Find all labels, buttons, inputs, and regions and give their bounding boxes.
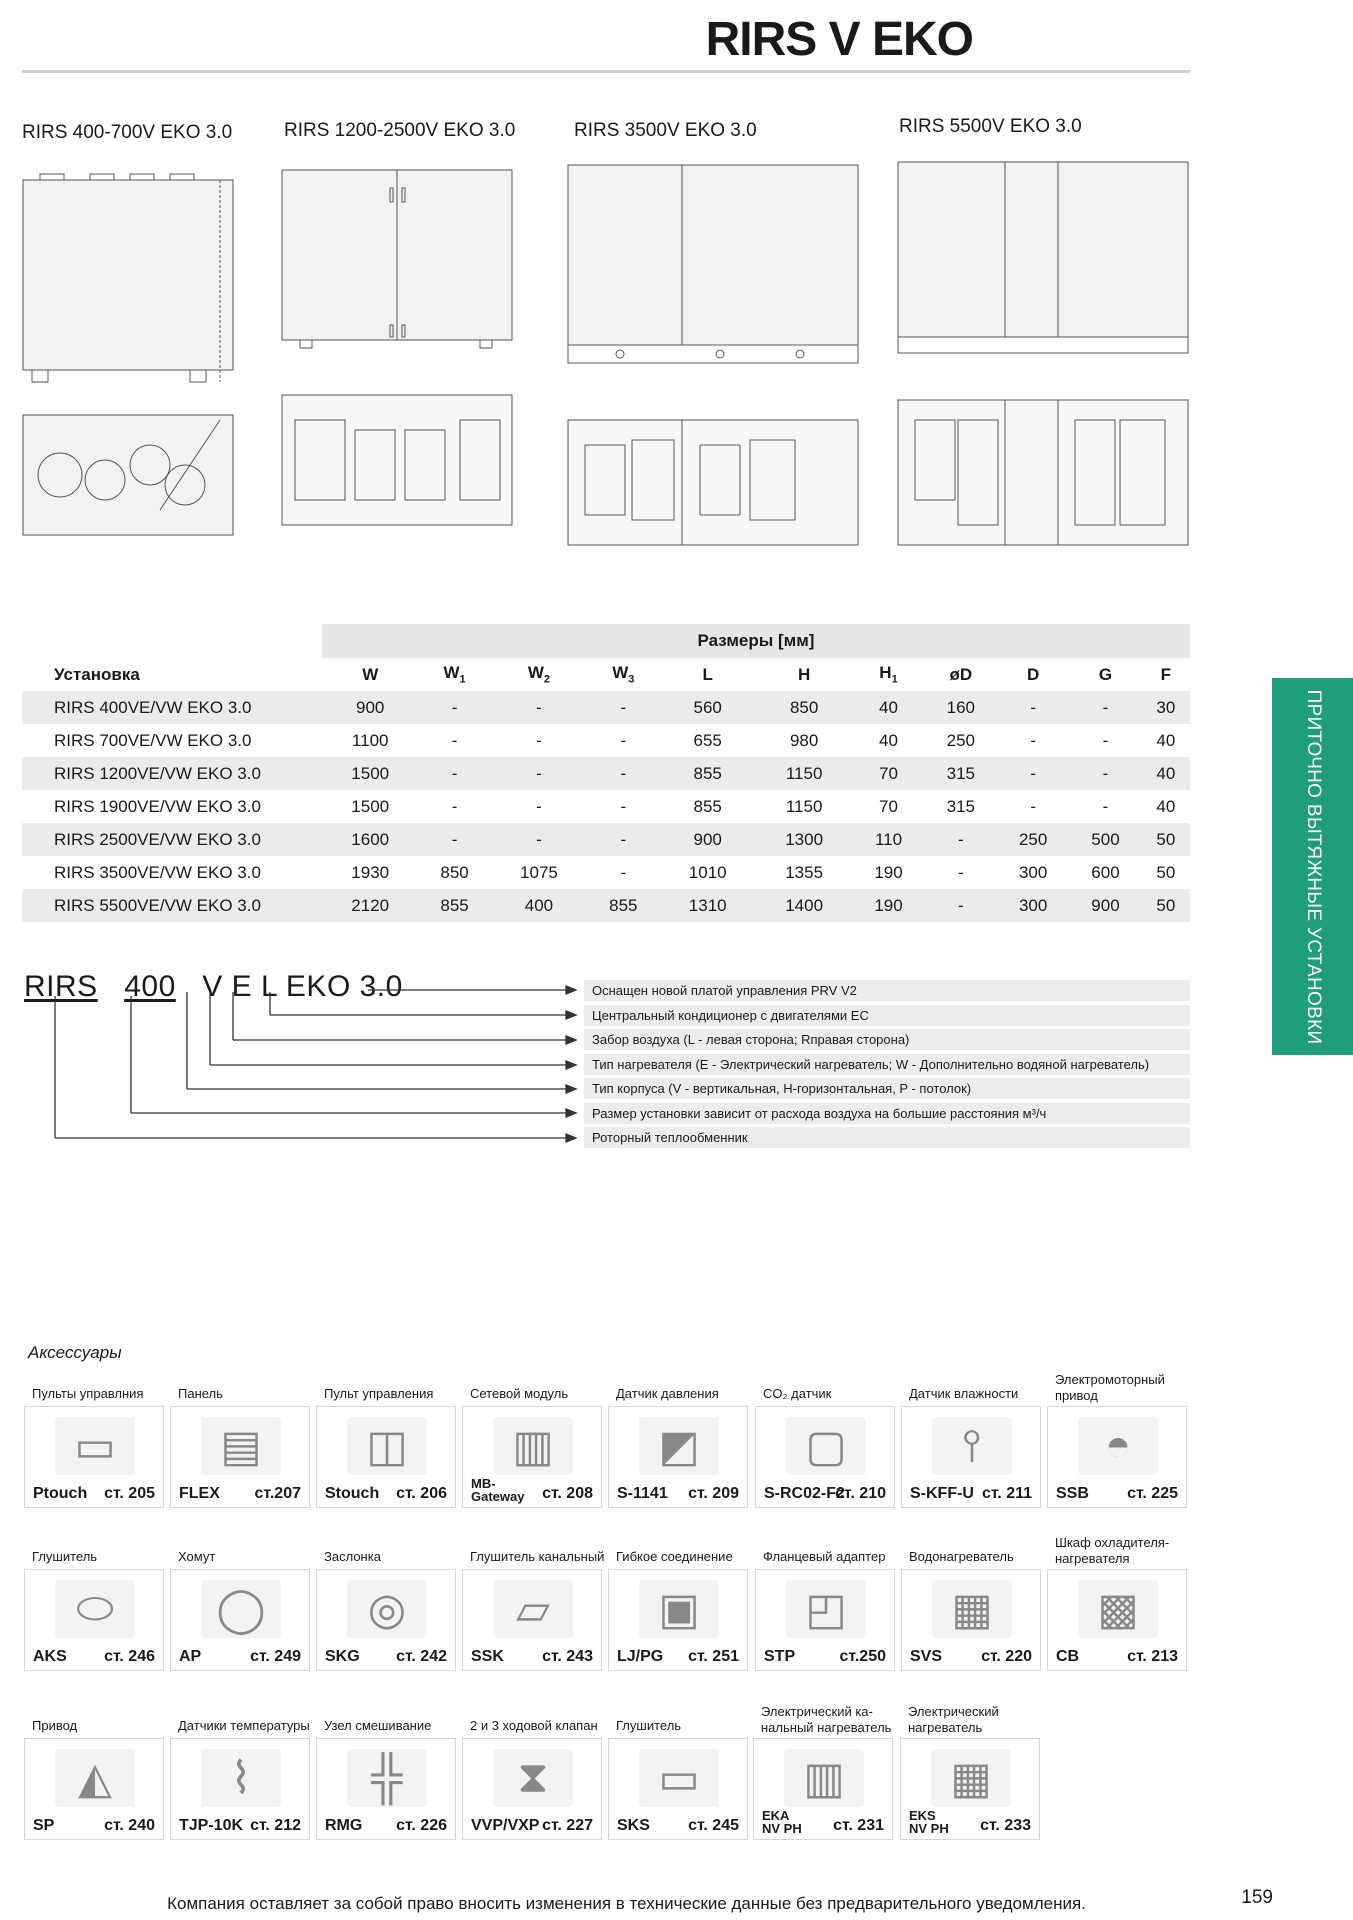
table-cell: 1150 [785,796,823,816]
accessory-card-s-1141[interactable] [608,1406,748,1508]
accessory-page-ref: ст. 226 [396,1817,447,1834]
table-cell: 850 [756,691,852,724]
col-header: $W_2$ [527,663,551,686]
table-cell: - [620,862,627,882]
electric-heater-icon: ▦ [931,1749,1011,1807]
accessory-label: Электромоторный привод [1055,1372,1165,1403]
model-code-description: Центральный кондиционер с двигателями EC [584,1005,1190,1026]
table-cell: - [997,757,1069,790]
table-cell: 110 [852,823,924,856]
table-cell: - [587,757,659,790]
table-cell: 2120 [322,889,418,922]
table-cell: 40 [1142,757,1190,790]
electric-duct-heater-icon: ▥ [784,1749,864,1807]
drawing-5500-top [898,400,1188,545]
table-cell: - [418,823,490,856]
table-cell: - [1102,796,1109,816]
accessory-name: CB [1056,1648,1080,1665]
table-cell: - [451,730,458,750]
table-cell: 40 [852,691,924,724]
accessory-card-s-kff-u[interactable] [901,1406,1041,1508]
title-divider [22,70,1190,73]
drawing-1200-2500-front [282,170,512,348]
accessory-label: Водонагреватель [909,1549,1014,1564]
accessory-label: Электрический ка- нальный нагреватель [761,1704,892,1735]
technical-drawings [20,150,1200,570]
accessory-page-ref: ст. 210 [835,1485,886,1502]
table-cell: 300 [997,889,1069,922]
model-code-description: Забор воздуха (L - левая сторона; Rправая сторона) [584,1029,1190,1050]
drawing-1200-2500-top [282,395,512,525]
table-cell: 160 [925,691,997,724]
col-header: $H_1$ [879,663,898,686]
table-cell: 50 [1142,823,1190,856]
accessory-name: SSB [1056,1485,1089,1502]
water-heater-icon: ▦ [932,1580,1012,1638]
table-cell: - [418,757,490,790]
accessory-page-ref: ст. 243 [542,1648,593,1665]
table-cell: 900 [660,823,756,856]
accessory-name: SKS [617,1817,650,1834]
table-row [22,790,1190,823]
damper-actuator-icon: ◭ [55,1749,135,1807]
accessory-label: Датчик давления [616,1386,719,1401]
accessory-name: AP [179,1648,202,1665]
table-row [22,889,1190,922]
code-part-version: EKO 3.0 [285,970,403,1003]
cooler-cabinet-icon: ▩ [1078,1580,1158,1638]
temperature-sensor-icon: ⌇ [201,1749,281,1807]
table-row [22,691,1190,724]
accessory-label: Пульт управления [324,1386,434,1401]
model-code-description: Тип корпуса (V - вертикальная, H-горизонтальная, P - потолок) [584,1078,1190,1099]
table-cell: - [418,691,490,724]
accessory-label: Глушитель канальный [470,1549,605,1564]
accessory-page-ref: ст. 246 [104,1648,155,1665]
accessory-name: FLEX [179,1485,220,1502]
table-cell: - [1069,757,1141,790]
drawing-5500-front [898,162,1188,353]
model-code-description: Тип нагревателя (E - Электрический нагреватель; W - Дополнительно водяной нагреватель) [584,1054,1190,1075]
col-header: L [702,664,713,684]
col-header: F [1160,664,1172,684]
accessory-page-ref: ст. 213 [1127,1648,1178,1665]
accessory-page-ref: ст. 211 [981,1485,1032,1502]
drawing-label-5500: RIRS 5500V EKO 3.0 [899,116,1082,137]
table-cell: - [536,730,542,750]
accessory-page-ref: ст. 240 [104,1817,155,1834]
table-cell: 1500 [322,757,418,790]
col-header: D [1027,664,1040,684]
table-cell-unit: RIRS 400VE/VW EKO 3.0 [22,691,322,724]
table-cell: - [536,796,542,816]
accessory-card-ssb[interactable] [1047,1406,1187,1508]
round-silencer-icon: ⬭ [55,1580,135,1638]
dimensions-header: Размеры [мм] [322,624,1190,658]
accessory-page-ref: ст. 227 [542,1817,593,1834]
table-cell: 855 [693,796,722,816]
rect-silencer-icon: ▭ [639,1749,719,1807]
table-cell: 655 [693,730,722,750]
table-cell: 250 [997,823,1069,856]
drawing-400-700-front [23,174,233,382]
code-part-heater: E [231,970,253,1003]
model-code-connectors [0,960,590,1160]
accessory-label: Узел смешивание [324,1718,432,1733]
accessory-label: Датчик влажности [909,1386,1019,1401]
table-cell: 1075 [520,862,558,882]
accessory-label: Пульты управлния [32,1386,144,1401]
accessory-card-eka-nv-ph[interactable] [753,1738,893,1840]
table-cell: 190 [852,889,924,922]
accessory-label: Шкаф охладителя- нагревателя [1055,1535,1170,1566]
accessory-page-ref: ст. 205 [104,1485,155,1502]
table-cell: - [1030,730,1036,750]
accessory-name: RMG [325,1817,363,1834]
table-cell: 500 [1069,823,1141,856]
table-cell: - [587,691,659,724]
table-cell: - [620,730,627,750]
table-cell: 315 [925,757,997,790]
table-row [22,724,1190,757]
accessory-page-ref: ст. 251 [688,1648,739,1665]
accessory-name: Stouch [325,1485,380,1502]
mixing-unit-icon: ╬ [347,1749,427,1807]
damper-icon: ◎ [347,1580,427,1638]
accessory-label: CO₂ датчик [763,1386,832,1401]
accessory-page-ref: ст. 209 [688,1485,739,1502]
table-cell: - [997,691,1069,724]
accessory-name: VVP/VXP [471,1817,540,1834]
table-cell-unit: RIRS 5500VE/VW EKO 3.0 [22,889,322,922]
table-cell: 40 [1156,730,1176,750]
accessory-card-rmg[interactable] [316,1738,456,1840]
accessory-card-vvp-vxp[interactable] [462,1738,602,1840]
code-part-side: L [261,970,278,1003]
accessory-label: Хомут [178,1549,216,1564]
col-header: $W_1$ [443,663,466,686]
dimensions-table [22,624,1190,922]
accessories-title: Аксессуары [28,1343,122,1362]
table-cell: 600 [1091,862,1120,882]
accessory-card-eks-nv-ph[interactable] [900,1738,1040,1840]
accessory-label: Гибкое соединение [616,1549,733,1564]
accessory-label: Привод [32,1718,78,1733]
co2-sensor-icon: ▢ [786,1417,866,1475]
accessory-page-ref: ст. 206 [396,1485,447,1502]
accessory-name: S-1141 [617,1485,668,1502]
drawing-label-1200-2500: RIRS 1200-2500V EKO 3.0 [284,120,516,141]
table-cell-unit: RIRS 700VE/VW EKO 3.0 [54,730,252,750]
model-code-description: Размер установки зависит от расхода воздуха на большие расстояния м³/ч [584,1103,1190,1124]
accessory-card-sks[interactable] [608,1738,748,1840]
accessory-card-ptouch[interactable] [24,1406,164,1508]
code-part-body: V [202,970,223,1003]
table-cell: - [491,823,587,856]
table-cell: - [925,889,997,922]
accessory-card-ap[interactable] [170,1569,310,1671]
accessory-page-ref: ст.207 [254,1485,301,1502]
drawing-400-700-top [23,415,233,535]
accessory-label: Заслонка [324,1549,381,1564]
page-number: 159 [1241,1887,1273,1908]
accessory-page-ref: ст.250 [839,1648,886,1665]
table-cell: 1010 [688,862,727,882]
accessory-label: Глушитель [32,1549,98,1564]
duct-silencer-icon: ▱ [493,1580,573,1638]
accessory-name: EKA NV PH [762,1808,802,1836]
col-header: øD [949,664,973,684]
table-cell-unit: RIRS 1200VE/VW EKO 3.0 [22,757,322,790]
accessory-card-aks[interactable] [24,1569,164,1671]
touch-panel-icon: ▭ [55,1417,135,1475]
table-cell: - [451,796,458,816]
accessory-name: SP [33,1817,55,1834]
table-cell: 1300 [756,823,852,856]
accessory-card-sp[interactable] [24,1738,164,1840]
accessory-page-ref: ст. 249 [250,1648,301,1665]
table-cell: - [1102,730,1109,750]
table-cell: 850 [440,862,469,882]
accessory-card-mb-gateway[interactable] [462,1406,602,1508]
table-cell: - [587,823,659,856]
accessory-name: S-RC02-F2 [764,1485,845,1502]
table-cell: 30 [1142,691,1190,724]
col-header: H [797,664,811,684]
table-cell: - [925,823,997,856]
accessory-page-ref: ст. 220 [981,1648,1032,1665]
table-cell: 1600 [322,823,418,856]
flex-panel-icon: ▤ [201,1417,281,1475]
drawing-label-3500: RIRS 3500V EKO 3.0 [574,120,757,141]
accessory-label: Панель [178,1386,223,1401]
accessory-card-cb[interactable] [1047,1569,1187,1671]
table-cell: 50 [1142,889,1190,922]
table-cell: 40 [879,730,898,750]
table-cell: 190 [874,862,903,882]
page-title: RIRS V EKO [705,13,973,66]
col-header: $W_3$ [612,663,635,686]
table-cell: 900 [1069,889,1141,922]
gateway-module-icon: ▥ [493,1417,573,1475]
drawing-3500-front [568,165,858,363]
table-row [22,823,1190,856]
table-cell: 315 [946,796,976,816]
col-header-unit: Установка [54,664,140,684]
table-row [22,856,1190,889]
table-cell: 40 [1156,796,1176,816]
accessory-label: Фланцевый адаптер [763,1549,886,1564]
accessory-page-ref: ст. 245 [688,1817,739,1834]
table-cell: 1500 [351,796,390,816]
accessory-name: AKS [33,1648,67,1665]
accessory-card-tjp-10k[interactable] [170,1738,310,1840]
table-cell: 70 [852,757,924,790]
accessory-card-flex[interactable] [170,1406,310,1508]
table-cell-unit: RIRS 3500VE/VW EKO 3.0 [54,862,261,882]
table-cell: 50 [1156,862,1176,882]
accessory-name: EKS NV PH [909,1808,949,1836]
accessory-page-ref: ст. 208 [542,1485,593,1502]
accessory-page-ref: ст. 233 [980,1817,1031,1834]
flexible-connector-icon: ▣ [639,1580,719,1638]
code-part-rirs: RIRS [24,970,98,1003]
valve-actuator-icon: ◓ [1078,1417,1158,1475]
table-cell: - [620,796,627,816]
accessory-name: TJP-10K [179,1817,244,1834]
table-cell-unit: RIRS 2500VE/VW EKO 3.0 [22,823,322,856]
accessory-label: 2 и 3 ходовой клапан [470,1718,598,1733]
table-cell: 70 [879,796,898,816]
table-cell: - [491,691,587,724]
accessory-label: Датчики температуры [178,1718,310,1733]
accessory-name: SVS [910,1648,943,1665]
clamp-icon: ◯ [201,1580,281,1638]
table-cell: - [958,862,964,882]
drawing-label-400-700: RIRS 400-700V EKO 3.0 [22,122,233,143]
accessory-label: Электрический нагреватель [908,1704,999,1735]
accessory-card-s-rc02-f2[interactable] [755,1406,895,1508]
model-code-description: Оснащен новой платой управления PRV V2 [584,980,1190,1001]
humidity-sensor-icon: ⫯ [932,1417,1012,1475]
valve-icon: ⧗ [493,1749,573,1807]
pressure-sensor-icon: ◩ [639,1417,719,1475]
accessory-name: SSK [471,1648,504,1665]
accessory-page-ref: ст. 231 [833,1817,884,1834]
section-side-tab: ПРИТОЧНО ВЫТЯЖНЫЕ УСТАНОВКИ [1272,678,1353,1055]
wall-controller-icon: ◫ [347,1417,427,1475]
table-cell: 855 [587,889,659,922]
table-cell: 560 [660,691,756,724]
accessory-name: STP [764,1648,796,1665]
accessory-card-ssk[interactable] [462,1569,602,1671]
table-cell: 980 [789,730,819,750]
table-header-row [22,658,1190,691]
flange-adapter-icon: ◰ [786,1580,866,1638]
accessory-page-ref: ст. 225 [1127,1485,1178,1502]
accessory-card-lj-pg[interactable] [608,1569,748,1671]
accessory-page-ref: ст. 212 [250,1817,301,1834]
accessory-page-ref: ст. 242 [396,1648,447,1665]
table-cell: 250 [946,730,976,750]
table-cell: 1355 [785,862,824,882]
accessory-label: Глушитель [616,1718,682,1733]
footer-notice: Компания оставляет за собой право вносить изменения в технические данные без предварительного уведомления. [167,1894,1086,1913]
table-cell: - [1069,691,1141,724]
table-cell: 855 [660,757,756,790]
accessory-card-stouch[interactable] [316,1406,456,1508]
accessory-card-svs[interactable] [901,1569,1041,1671]
table-cell: 1150 [756,757,852,790]
col-header: W [362,664,379,684]
table-cell: 1100 [351,730,389,750]
accessory-name: LJ/PG [617,1648,664,1665]
accessory-name: MB- Gateway [471,1476,525,1504]
accessory-name: SKG [325,1648,360,1665]
table-cell: 300 [1018,862,1048,882]
table-cell: - [491,757,587,790]
col-header: G [1098,664,1113,684]
code-part-size: 400 [124,970,176,1003]
accessory-name: Ptouch [33,1485,88,1502]
accessory-label: Сетевой модуль [470,1386,569,1401]
drawing-3500-top [568,420,858,545]
accessory-card-skg[interactable] [316,1569,456,1671]
table-cell: - [1030,796,1036,816]
table-cell: 400 [491,889,587,922]
table-cell: 855 [418,889,490,922]
model-code-description: Роторный теплообменник [584,1127,1190,1148]
accessory-card-stp[interactable] [755,1569,895,1671]
table-cell: 1400 [756,889,852,922]
table-cell: 1310 [660,889,756,922]
table-cell: 1930 [351,862,390,882]
table-row [22,757,1190,790]
accessory-name: S-KFF-U [910,1485,974,1502]
table-cell-unit: RIRS 1900VE/VW EKO 3.0 [54,796,261,816]
table-cell: 900 [322,691,418,724]
